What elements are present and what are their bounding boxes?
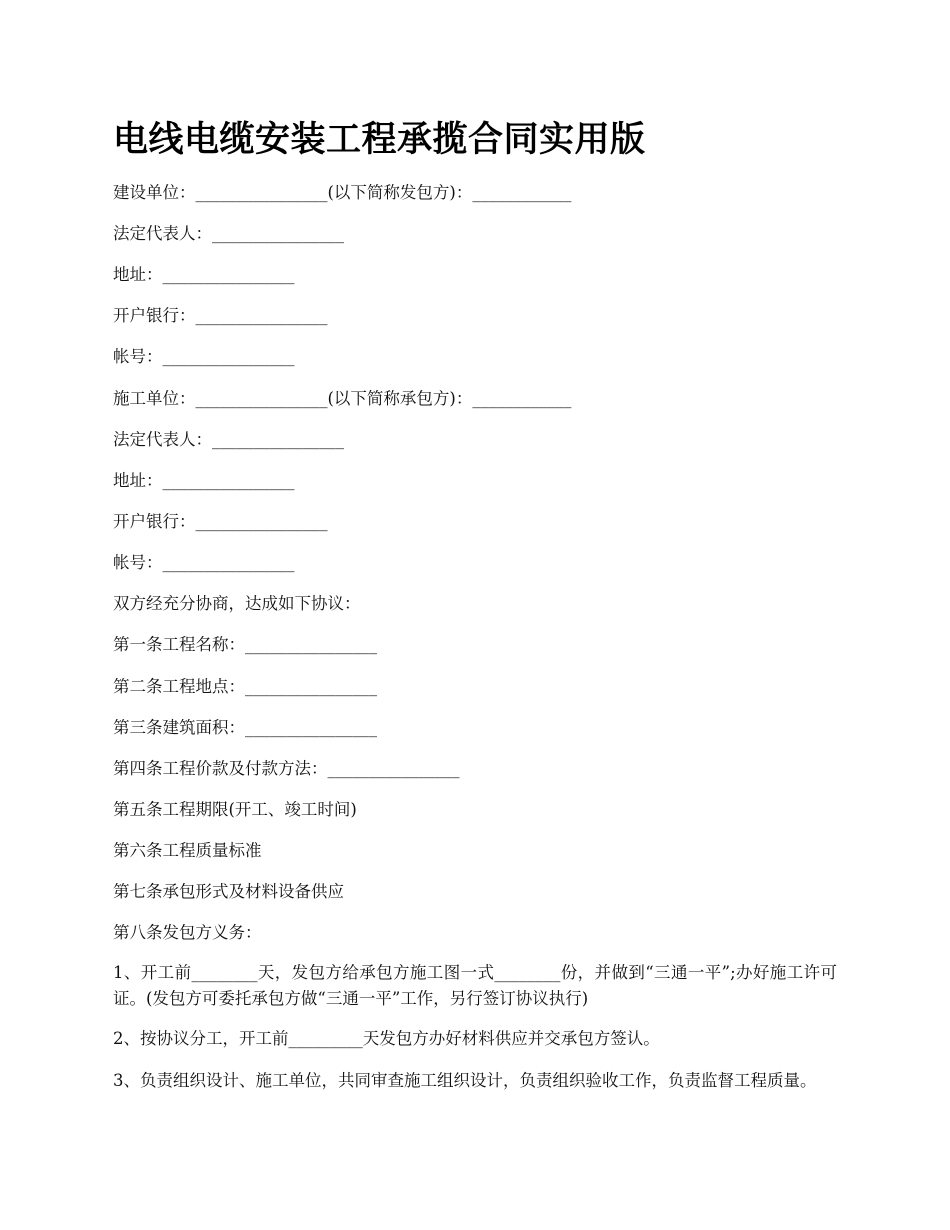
article-5-project-period: 第五条工程期限(开工、竣工时间) (113, 800, 357, 819)
document-title: 电线电缆安装工程承揽合同实用版 (113, 120, 646, 160)
article-7-contract-form: 第七条承包形式及材料设备供应 (113, 882, 344, 901)
agreement-intro-line: 双方经充分协商，达成如下协议： (113, 594, 361, 613)
obligation-item-1: 1、开工前________天，发包方给承包方施工图一式________份，并做到“三通一平”;办好施工许可证。(发包方可委托承包方做“三通一平”工作，另行签订协议执行) (113, 963, 837, 1008)
contractor-bank-line: 开户银行：________________ (113, 512, 328, 531)
employer-unit-line: 建设单位：________________(以下简称发包方)：____________ (113, 183, 572, 202)
employer-bank-line: 开户银行：________________ (113, 306, 328, 325)
contractor-unit-line: 施工单位：________________(以下简称承包方)：____________ (113, 389, 572, 408)
employer-address-line: 地址：________________ (113, 265, 295, 284)
article-1-project-name: 第一条工程名称：________________ (113, 635, 377, 654)
article-3-building-area: 第三条建筑面积：________________ (113, 718, 377, 737)
contractor-address-line: 地址：________________ (113, 471, 295, 490)
employer-account-line: 帐号：________________ (113, 347, 295, 366)
contractor-legal-rep-line: 法定代表人：________________ (113, 430, 344, 449)
obligation-item-3: 3、负责组织设计、施工单位，共同审查施工组织设计，负责组织验收工作，负责监督工程质量。 (113, 1071, 817, 1090)
employer-legal-rep-line: 法定代表人：________________ (113, 224, 344, 243)
article-4-price-payment: 第四条工程价款及付款方法：________________ (113, 759, 460, 778)
article-6-quality-standard: 第六条工程质量标准 (113, 841, 262, 860)
contractor-account-line: 帐号：________________ (113, 553, 295, 572)
article-8-employer-obligations: 第八条发包方义务： (113, 923, 262, 942)
article-2-project-location: 第二条工程地点：________________ (113, 677, 377, 696)
obligation-item-2: 2、按协议分工，开工前_________天发包方办好材料供应并交承包方签认。 (113, 1029, 660, 1048)
